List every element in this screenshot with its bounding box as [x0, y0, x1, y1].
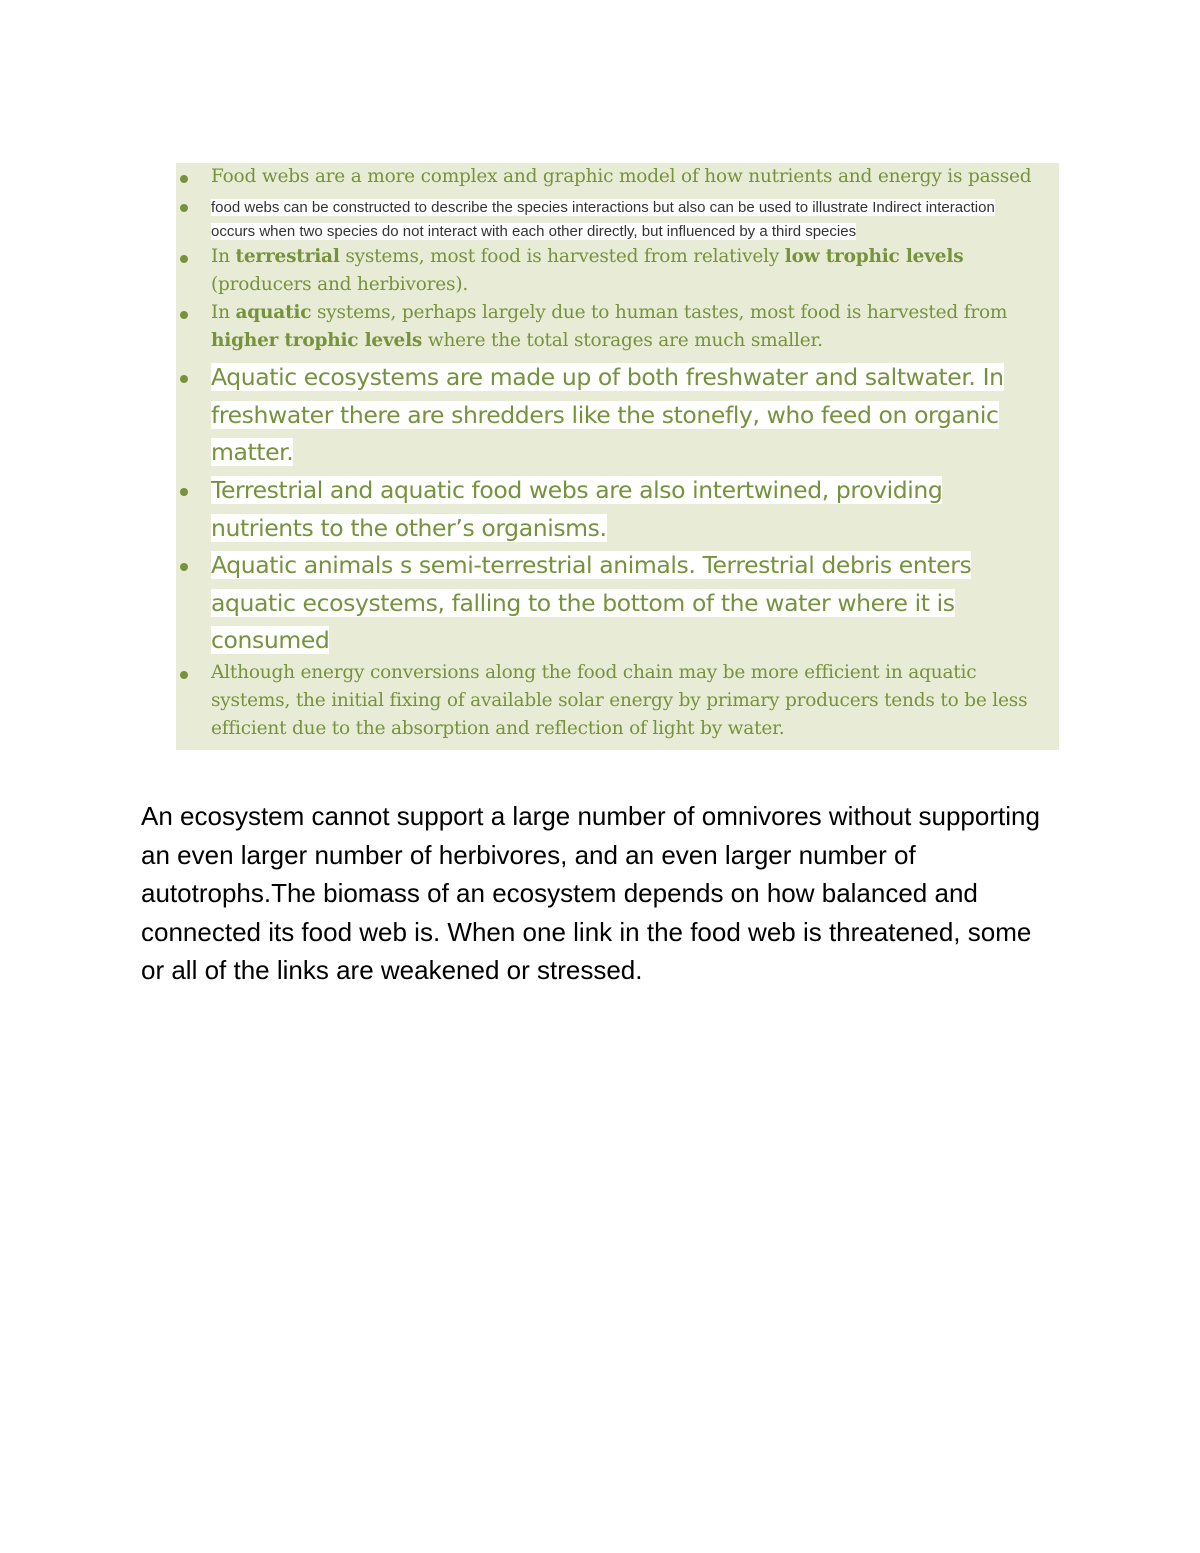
- body-paragraph: An ecosystem cannot support a large number of omnivores without supporting an even larger number of herbivores, and an even larger number of autotrophs.The biomass of an ecosystem depends on how balanced and connected its food web is. When one link in the food web is threatened, some or all of the links are weakened or stressed.: [141, 801, 1040, 986]
- bullet-icon: [180, 375, 188, 383]
- bullet-icon: [180, 204, 188, 212]
- bullet-icon: [180, 311, 188, 319]
- bullet-text: In aquatic systems, perhaps largely due to human tastes, most food is harvested from higher trophic levels where the total storages are much smaller.: [211, 302, 1008, 351]
- bullet-icon: [180, 563, 188, 571]
- bullet-icon: [180, 488, 188, 496]
- bullet-text: Aquatic animals s semi-terrestrial animals. Terrestrial debris enters aquatic ecosystems, falling to the bottom of the water where it is consumed: [211, 551, 972, 654]
- bullet-icon: [180, 671, 188, 679]
- bullet-list: [176, 163, 1059, 750]
- bullet-text: food webs can be constructed to describe the species interactions but also can be used to illustrate Indirect interaction occurs when two species do not interact with each other directly, but influenced by a third species: [211, 199, 995, 240]
- bullet-icon: [180, 255, 188, 263]
- bullet-text: Food webs are a more complex and graphic model of how nutrients and energy is passed: [211, 166, 1032, 187]
- bullet-text: Although energy conversions along the food chain may be more efficient in aquatic systems, the initial fixing of available solar energy by primary producers tends to be less efficient due to the absorption and reflection of light by water.: [211, 662, 1028, 739]
- bullet-text: Aquatic ecosystems are made up of both freshwater and saltwater. In freshwater there are shredders like the stonefly, who feed on organic matter.: [211, 363, 1004, 466]
- bullet-icon: [180, 175, 188, 183]
- bullet-text: In terrestrial systems, most food is harvested from relatively low trophic levels (producers and herbivores).: [211, 246, 964, 295]
- bullet-text: Terrestrial and aquatic food webs are also intertwined, providing nutrients to the other’s organisms.: [211, 476, 943, 542]
